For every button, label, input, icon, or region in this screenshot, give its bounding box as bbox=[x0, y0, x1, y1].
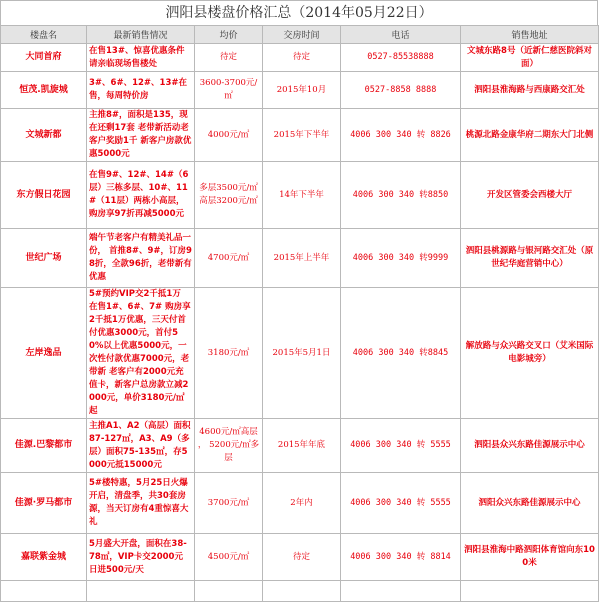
cell-phone: 0527-8858 8888 bbox=[341, 72, 461, 109]
cell-news: 5#楼特惠，5月25日火爆开启，清盘季，共30套房源，当天订房有4重惊喜大礼 bbox=[87, 473, 195, 534]
cell-price: 多层3500元/㎡ 高层3200元/㎡ bbox=[195, 162, 263, 229]
cell-phone: 4006 300 340 转 8826 bbox=[341, 109, 461, 162]
cell-name: 左岸逸品 bbox=[1, 288, 87, 419]
cell-phone: 4006 300 340 转9999 bbox=[341, 229, 461, 288]
cell-addr: 桃源北路金康华府二期东大门北侧 bbox=[461, 109, 599, 162]
cell-addr: 泗阳众兴东路佳源展示中心 bbox=[461, 473, 599, 534]
table-row bbox=[1, 534, 599, 581]
cell-news: 5#预约VIP交2千抵1万 在售1#、6#、7# 购房享2千抵1万优惠，三天付首付优惠3000元，首付50%以上优惠5000元，一次性付款优惠7000元，老带新 老客户有2000元充值卡，新客户总房款立减2000元，单价3180元/㎡起 bbox=[87, 288, 195, 419]
cell-price: 4700元/㎡ bbox=[195, 229, 263, 288]
table-row bbox=[1, 162, 599, 229]
cell-addr: 解放路与众兴路交叉口（艾米国际电影城旁） bbox=[461, 288, 599, 419]
header-news: 最新销售情况 bbox=[87, 26, 195, 44]
cell-time bbox=[263, 581, 341, 602]
cell-name bbox=[1, 581, 87, 602]
cell-phone: 0527-85538888 bbox=[341, 44, 461, 72]
table-row bbox=[1, 109, 599, 162]
cell-news: 3#、6#、12#、13#在售，每周特价房 bbox=[87, 72, 195, 109]
cell-time: 2015年10月 bbox=[263, 72, 341, 109]
cell-price bbox=[195, 581, 263, 602]
cell-news: 端午节老客户有精美礼品一份， 首推8#、9#，订房98折，全款96折，老带新有优惠 bbox=[87, 229, 195, 288]
cell-news: 5月盛大开盘，面积在38-78㎡，VIP卡交2000元 日进500元/天 bbox=[87, 534, 195, 581]
cell-name: 恒茂.凯旋城 bbox=[1, 72, 87, 109]
header-phone: 电话 bbox=[341, 26, 461, 44]
cell-addr: 泗阳县淮海中路泗阳体育馆向东100米 bbox=[461, 534, 599, 581]
cell-price: 待定 bbox=[195, 44, 263, 72]
header-row bbox=[1, 26, 599, 44]
cell-time: 14年下半年 bbox=[263, 162, 341, 229]
cell-price: 3700元/㎡ bbox=[195, 473, 263, 534]
cell-news: 在售9#、12#、14#（6层）三栋多层、10#、11#（11层）两栋小高层，购房享97折再减5000元 bbox=[87, 162, 195, 229]
cell-phone: 4006 300 340 转 5555 bbox=[341, 473, 461, 534]
table-row bbox=[1, 229, 599, 288]
header-time: 交房时间 bbox=[263, 26, 341, 44]
cell-time: 2015年5月1日 bbox=[263, 288, 341, 419]
table-row bbox=[1, 419, 599, 473]
page-title: 泗阳县楼盘价格汇总（2014年05月22日） bbox=[0, 0, 598, 25]
cell-name: 东方假日花园 bbox=[1, 162, 87, 229]
table-row bbox=[1, 44, 599, 72]
header-addr: 销售地址 bbox=[461, 26, 599, 44]
cell-name: 嘉联紫金城 bbox=[1, 534, 87, 581]
cell-news bbox=[87, 581, 195, 602]
cell-time: 2015年年底 bbox=[263, 419, 341, 473]
cell-phone: 4006 300 340 转 8814 bbox=[341, 534, 461, 581]
cell-name: 世纪广场 bbox=[1, 229, 87, 288]
cell-phone: 4006 300 340 转 5555 bbox=[341, 419, 461, 473]
cell-news: 在售13#、惊喜优惠条件请亲临现场售楼处 bbox=[87, 44, 195, 72]
cell-addr bbox=[461, 581, 599, 602]
cell-addr: 开发区管委会西楼大厅 bbox=[461, 162, 599, 229]
cell-time: 2015年下半年 bbox=[263, 109, 341, 162]
cell-addr: 文城东路8号（近新仁慈医院斜对面） bbox=[461, 44, 599, 72]
table-row bbox=[1, 473, 599, 534]
cell-addr: 泗阳县众兴东路佳源展示中心 bbox=[461, 419, 599, 473]
cell-time: 2年内 bbox=[263, 473, 341, 534]
cell-addr: 泗阳县淮海路与西康路交汇处 bbox=[461, 72, 599, 109]
cell-phone: 4006 300 340 转8850 bbox=[341, 162, 461, 229]
cell-price: 4000元/㎡ bbox=[195, 109, 263, 162]
cell-phone: 4006 300 340 转8845 bbox=[341, 288, 461, 419]
cell-news: 主推8#，面积是135，现在还剩17套 老带新活动老客户奖励1千 新客户房款优惠5000元 bbox=[87, 109, 195, 162]
header-price: 均价 bbox=[195, 26, 263, 44]
cell-addr: 泗阳县桃源路与银河路交汇处（原世纪华庭营销中心） bbox=[461, 229, 599, 288]
cell-time: 待定 bbox=[263, 44, 341, 72]
price-table bbox=[0, 25, 599, 602]
cell-time: 待定 bbox=[263, 534, 341, 581]
cell-price: 3180元/㎡ bbox=[195, 288, 263, 419]
cell-price: 3600-3700元/㎡ bbox=[195, 72, 263, 109]
header-name: 楼盘名 bbox=[1, 26, 87, 44]
cell-news: 主推A1、A2（高层）面积87-127㎡，A3、A9（多层）面积75-135㎡，存5000元抵15000元 bbox=[87, 419, 195, 473]
cell-time: 2015年上半年 bbox=[263, 229, 341, 288]
table-row bbox=[1, 288, 599, 419]
table-row bbox=[1, 581, 599, 602]
table-row bbox=[1, 72, 599, 109]
cell-name: 大同首府 bbox=[1, 44, 87, 72]
cell-name: 文城新都 bbox=[1, 109, 87, 162]
cell-name: 佳源·罗马都市 bbox=[1, 473, 87, 534]
cell-name: 佳源.巴黎都市 bbox=[1, 419, 87, 473]
cell-price: 4600元/㎡高层 ， 5200元/㎡多层 bbox=[195, 419, 263, 473]
cell-price: 4500元/㎡ bbox=[195, 534, 263, 581]
cell-phone bbox=[341, 581, 461, 602]
